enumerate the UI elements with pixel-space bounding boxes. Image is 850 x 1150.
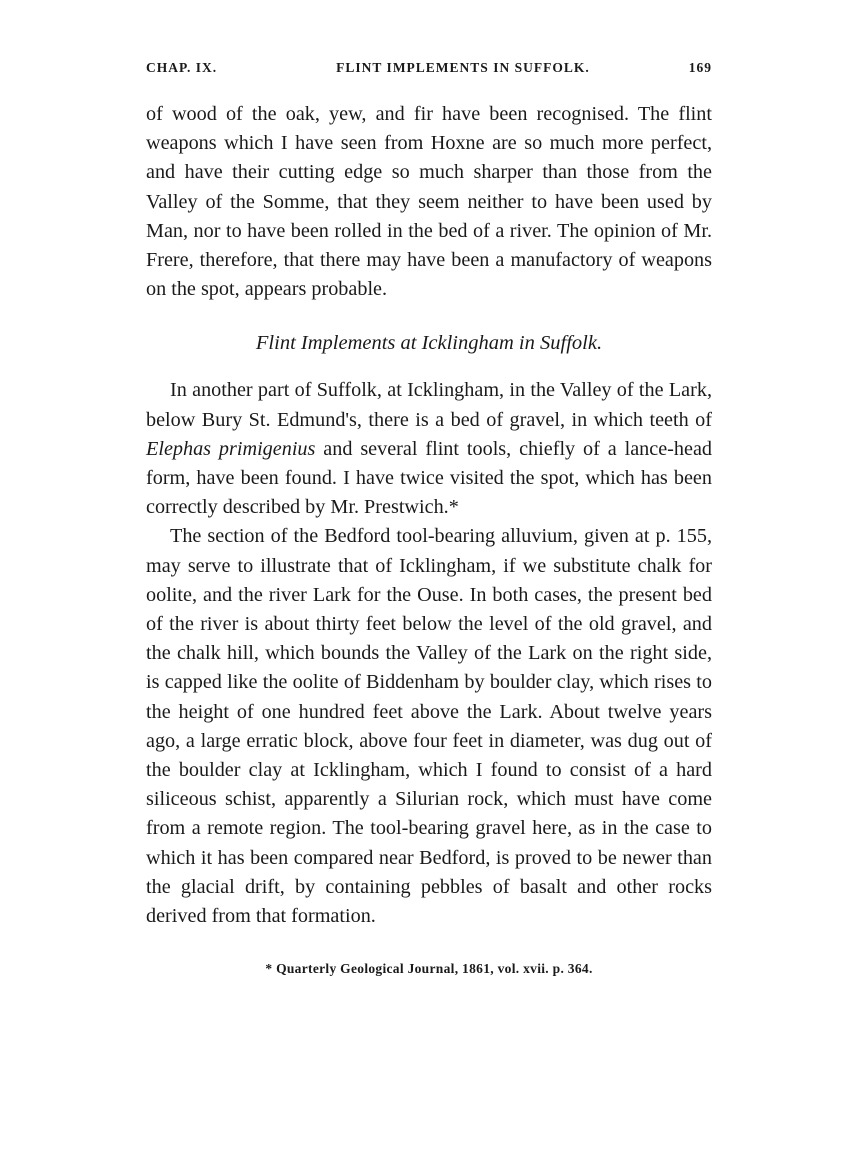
- running-head: [146, 60, 712, 84]
- body-text: [146, 100, 712, 931]
- book-page: [146, 60, 712, 977]
- paragraph-text: In another part of Suffolk, at Icklingham, in the Valley of the Lark, below Bury St. Edmund's, there is a bed of gravel, in which teeth of: [146, 379, 712, 431]
- paragraph-continued: of wood of the oak, yew, and fir have been recognised. The flint weapons which I have seen from Hoxne are so much more perfect, and have their cutting edge so much sharper than those from the Valley of the Somme, that they seem neither to have been used by Man, nor to have been rolled in the bed of a river. The opinion of Mr. Frere, therefore, that there may have been a manufactory of weapons on the spot, appears probable.: [146, 103, 712, 301]
- paragraph-text: and several flint tools, chiefly of a lance-head form, have been found. I have twice visited the spot, which has been correctly described by Mr. Prestwich.*: [146, 437, 712, 519]
- paragraph-section-comparison: The section of the Bedford tool-bearing alluvium, given at p. 155, may serve to illustrate that of Icklingham, if we substitute chalk for oolite, and the river Lark for the Ouse. In both cases, the present bed of the river is about thirty feet below the level of the old gravel, and the chalk hill, which bounds the Valley of the Lark on the right side, is capped like the oolite of Biddenham by boulder clay, which rises to the height of one hundred feet above the Lark. About twelve years ago, a large erratic block, above four feet in diameter, was dug out of the boulder clay at Icklingham, which I found to consist of a hard siliceous schist, apparently a Silurian rock, which must have come from a remote region. The tool-bearing gravel here, as in the case to which it has been compared near Bedford, is proved to be newer than the glacial drift, by containing pebbles of basalt and other rocks derived from that formation.: [146, 525, 712, 928]
- section-heading: Flint Implements at Icklingham in Suffolk.: [255, 332, 603, 355]
- species-name: Elephas primigenius: [146, 437, 316, 460]
- footnote: * Quarterly Geological Journal, 1861, vol. xvii. p. 364.: [265, 961, 593, 977]
- chapter-label: CHAP. IX.: [146, 60, 218, 75]
- paragraph-icklingham: [146, 376, 712, 522]
- running-title: FLINT IMPLEMENTS IN SUFFOLK.: [336, 60, 590, 75]
- page-number: 169: [688, 60, 712, 75]
